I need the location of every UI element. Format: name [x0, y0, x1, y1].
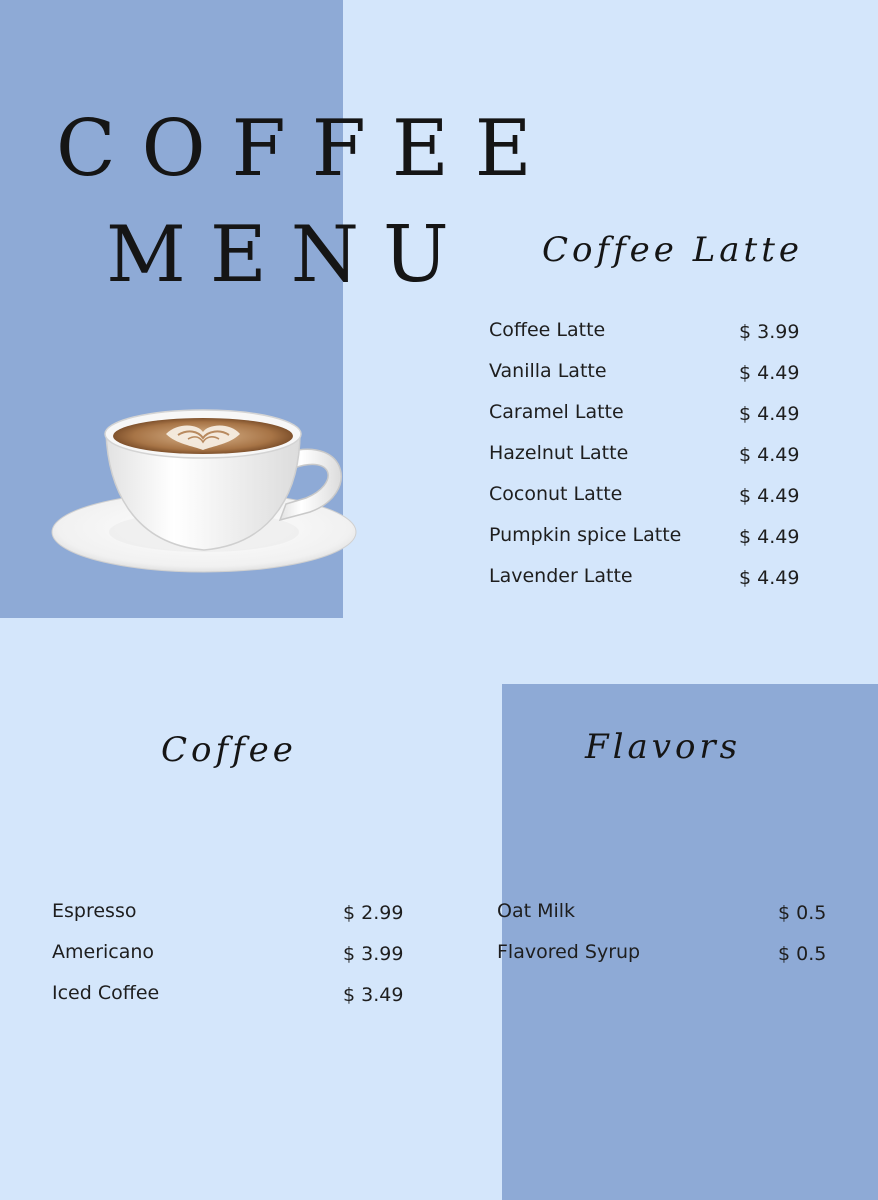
item-price: $ 0.5 — [778, 943, 827, 965]
item-price: $ 4.49 — [739, 567, 800, 589]
item-price: $ 3.99 — [739, 321, 800, 343]
item-name: Iced Coffee — [52, 982, 160, 1004]
latte-menu-list — [489, 319, 809, 606]
menu-item — [489, 524, 809, 565]
menu-item — [489, 565, 809, 606]
item-price: $ 4.49 — [739, 362, 800, 384]
menu-title-line-2: MENU — [106, 210, 473, 300]
flavors-menu-list — [497, 900, 837, 982]
item-name: Pumpkin spice Latte — [489, 524, 682, 546]
item-price: $ 3.49 — [343, 984, 404, 1006]
coffee-cup-icon — [48, 398, 360, 580]
item-name: Flavored Syrup — [497, 941, 641, 963]
item-name: Hazelnut Latte — [489, 442, 629, 464]
item-price: $ 4.49 — [739, 444, 800, 466]
item-name: Vanilla Latte — [489, 360, 607, 382]
coffee-section-heading: Coffee — [161, 730, 297, 770]
item-name: Espresso — [52, 900, 137, 922]
menu-item — [52, 982, 412, 1023]
latte-section-heading: Coffee Latte — [542, 230, 803, 270]
menu-item — [497, 900, 837, 941]
item-name: Lavender Latte — [489, 565, 633, 587]
item-price: $ 3.99 — [343, 943, 404, 965]
menu-item — [489, 360, 809, 401]
menu-item — [52, 900, 412, 941]
coffee-menu-list — [52, 900, 412, 1023]
flavors-section-heading: Flavors — [585, 727, 742, 767]
item-name: Coconut Latte — [489, 483, 623, 505]
item-name: Oat Milk — [497, 900, 576, 922]
item-price: $ 4.49 — [739, 485, 800, 507]
menu-item — [52, 941, 412, 982]
item-price: $ 4.49 — [739, 526, 800, 548]
item-price: $ 0.5 — [778, 902, 827, 924]
menu-title-line-1: COFFEE — [56, 104, 558, 194]
menu-item — [489, 401, 809, 442]
menu-item — [489, 442, 809, 483]
menu-item — [489, 483, 809, 524]
menu-item — [497, 941, 837, 982]
item-name: Caramel Latte — [489, 401, 624, 423]
item-price: $ 2.99 — [343, 902, 404, 924]
item-name: Coffee Latte — [489, 319, 606, 341]
item-name: Americano — [52, 941, 155, 963]
menu-item — [489, 319, 809, 360]
item-price: $ 4.49 — [739, 403, 800, 425]
